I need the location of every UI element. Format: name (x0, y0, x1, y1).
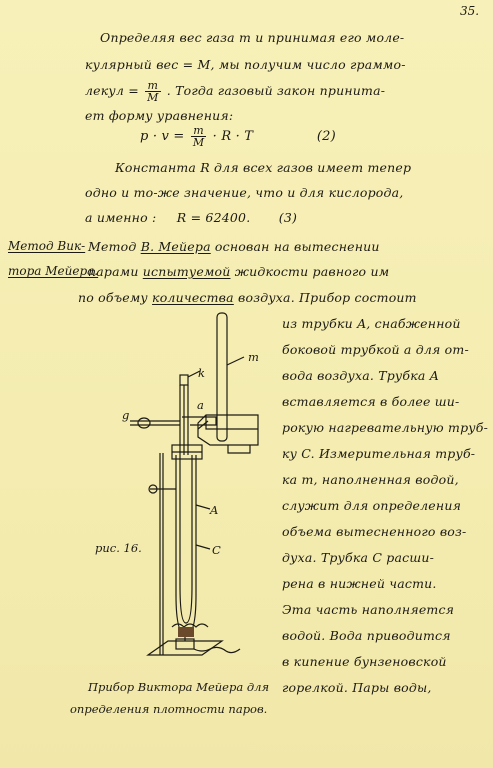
outer-tube-c (176, 455, 196, 635)
p1-line4: ет форму уравнения: (85, 108, 234, 123)
label-m: m (248, 350, 259, 364)
p3-line3 (78, 290, 417, 305)
p1-line1: Определяя вес газа m и принимая его моле- (100, 30, 405, 45)
col-line-12: Эта часть наполняется (282, 602, 455, 617)
p2-line3-b: R = 62400. (176, 210, 251, 225)
p3-line2 (88, 264, 389, 279)
margin-note-line1: Метод Вик- (8, 239, 86, 253)
p3-line1 (88, 239, 380, 254)
equation-2 (140, 125, 336, 148)
clamp-screw-g (138, 418, 150, 428)
fraction-numerator: m (145, 80, 160, 92)
eq-numerator: m (191, 125, 206, 137)
col-line-7: ка m, наполненная водой, (282, 472, 459, 487)
margin-note-line2: тора Мейера. (8, 264, 99, 278)
p3-l3-c: воздуха. Прибор состоит (238, 290, 417, 305)
col-line-13: водой. Вода приводится (282, 628, 451, 643)
eq-left: p · v = (140, 129, 185, 144)
eq-number: (2) (316, 129, 336, 144)
figure-caption-line2: определения плотности паров. (70, 702, 268, 716)
p2-line3 (85, 210, 297, 225)
label-A: A (210, 503, 219, 517)
label-C: C (212, 543, 221, 557)
p3-l2-b: испытуемой (142, 264, 231, 279)
p3-l3-a: по объему (78, 290, 148, 305)
p1-line3-text-a: лекул = (85, 83, 139, 98)
p2-line2: одно и то-же значение, что и для кислорода, (85, 185, 404, 200)
p3-l2-c: жидкости равного им (234, 264, 390, 279)
col-line-4: вставляется в более ши- (282, 394, 460, 409)
col-line-1: из трубки A, снабженной (282, 316, 461, 331)
p3-l1-b: В. Мейера (140, 239, 211, 254)
col-line-11: рена в нижней части. (282, 576, 437, 591)
col-line-15: горелкой. Пары воды, (282, 680, 432, 695)
p1-line2: кулярный вес = M, мы получим число граммо- (85, 57, 406, 72)
p3-l1-c: основан на вытеснении (214, 239, 380, 254)
p3-l1-a: Метод (88, 239, 137, 254)
fraction-denominator: M (147, 91, 159, 104)
measuring-tube-m (217, 313, 227, 441)
eq-denominator: M (192, 136, 205, 149)
col-line-10: духа. Трубка C расши- (282, 550, 435, 565)
eq-fraction (191, 125, 206, 148)
asbestos-ring (178, 627, 194, 637)
equation-3-number: (3) (278, 210, 298, 225)
p3-l2-a: парами (88, 264, 139, 279)
side-tube-a (182, 417, 216, 425)
stopper-k (180, 375, 188, 385)
fraction-m-over-m (145, 80, 160, 103)
eq-right: · R · T (212, 129, 254, 144)
col-line-3: вода воздуха. Трубка A (282, 368, 439, 383)
gas-hose (194, 647, 240, 652)
page-number: 35. (460, 4, 480, 18)
inner-tube-a (180, 455, 192, 623)
figure-caption-line1: Прибор Виктора Мейера для (88, 680, 270, 694)
p2-line3-a: а именно : (85, 210, 157, 225)
col-line-6: ку C. Измерительная труб- (282, 446, 476, 461)
p2-line1: Константа R для всех газов имеет тепер (115, 160, 412, 175)
col-line-9: объема вытесненного воз- (282, 524, 467, 539)
p1-line3-text-b: . Тогда газовый закон приниma- (166, 83, 386, 98)
water-trough (198, 415, 258, 445)
col-line-5: рокую нагревательную труб- (282, 420, 488, 435)
col-line-2: боковой трубкой a для от- (282, 342, 469, 357)
col-line-8: служит для определения (282, 498, 462, 513)
label-k: k (198, 366, 205, 380)
p3-l3-b: количества (152, 290, 234, 305)
col-line-14: в кипение бунзеновской (282, 654, 447, 669)
figure-number: рис. 16. (95, 541, 142, 555)
label-a: a (197, 398, 204, 412)
p1-line3 (85, 80, 385, 103)
label-g: g (122, 408, 130, 422)
